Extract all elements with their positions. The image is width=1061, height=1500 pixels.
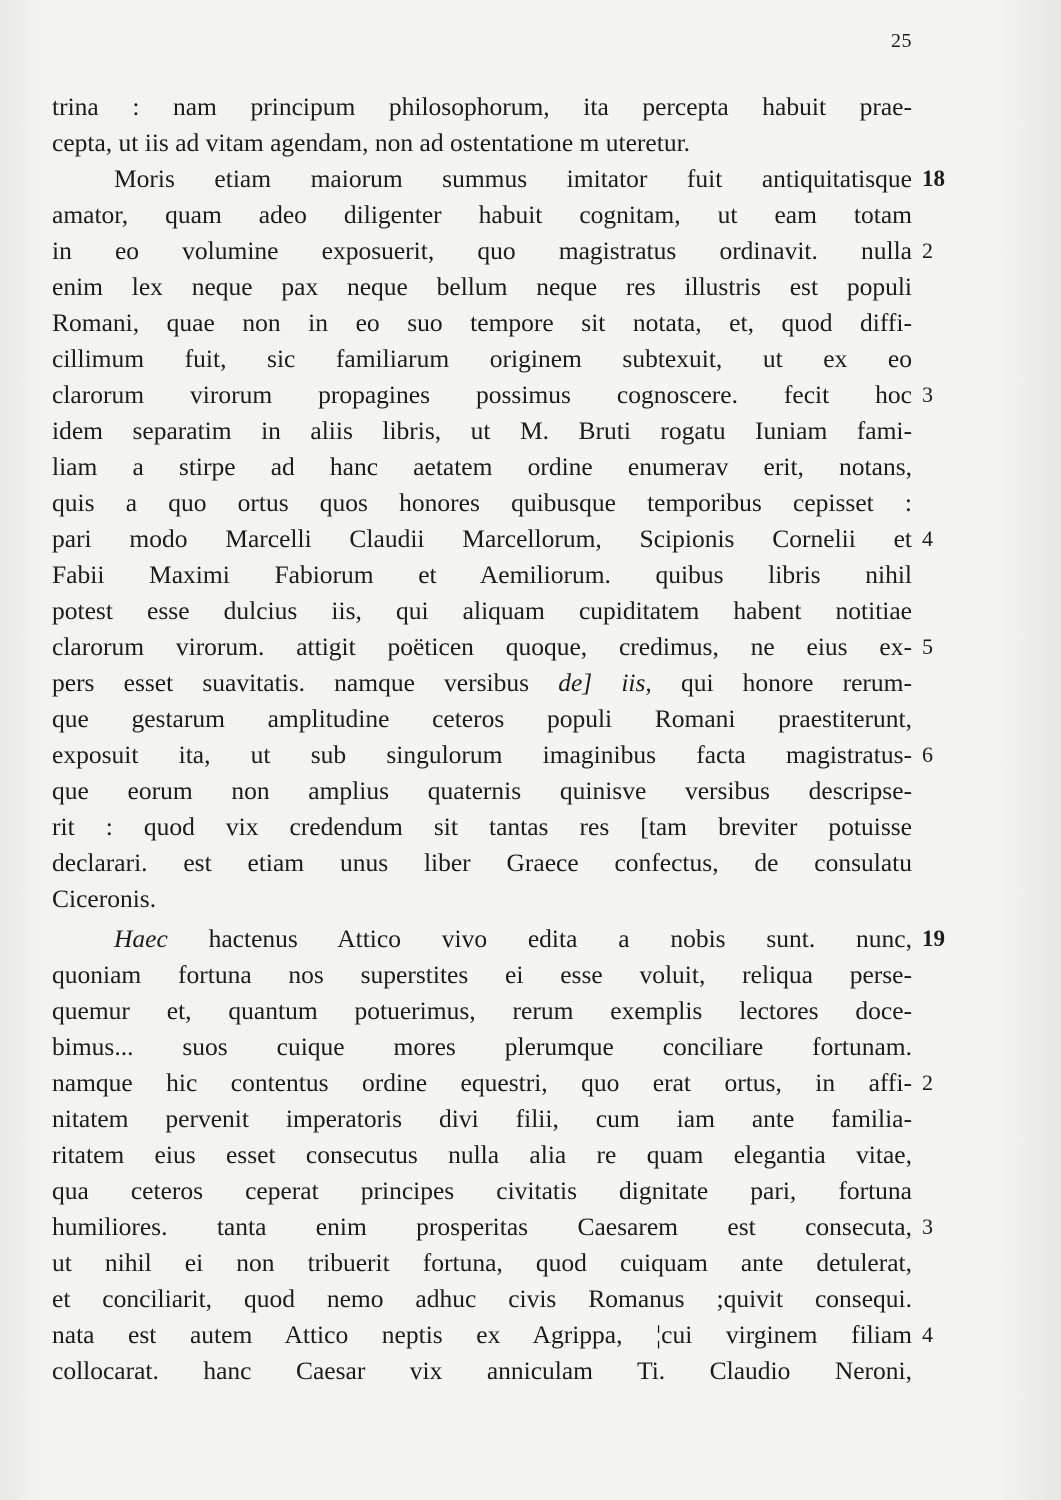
line-text: nata est autem Attico neptis ex Agrippa, ¦cui virginem filiam <box>52 1320 912 1349</box>
section-number: 6 <box>922 742 933 767</box>
line-text: quis a quo ortus quos honores quibusque temporibus cepisset : <box>52 488 912 517</box>
line-text: Romani, quae non in eo suo tempore sit notata, et, quod diffi- <box>52 308 912 337</box>
text-segment: qui honore rerum- <box>651 668 912 697</box>
italic-text: Haec <box>114 924 168 953</box>
text-line <box>52 1173 912 1209</box>
line-text <box>52 665 912 701</box>
line-text: nitatem pervenit imperatoris divi filii, cum iam ante familia- <box>52 1104 912 1133</box>
line-text: quemur et, quantum potuerimus, rerum exemplis lectores doce- <box>52 996 912 1025</box>
line-text: clarorum virorum propagines possimus cognoscere. fecit hoc <box>52 380 912 409</box>
line-text <box>52 921 912 957</box>
text-line <box>52 737 933 773</box>
text-line <box>52 1317 933 1353</box>
line-text: in eo volumine exposuerit, quo magistratus ordinavit. nulla <box>52 236 912 265</box>
text-line <box>52 305 912 341</box>
text-line <box>52 773 912 809</box>
text-line <box>52 1137 912 1173</box>
text-line <box>52 233 933 269</box>
text-line <box>52 521 933 557</box>
text-line <box>52 1245 912 1281</box>
section-number: 3 <box>922 382 933 407</box>
text-line <box>52 485 912 521</box>
line-text: clarorum virorum. attigit poëticen quoque, credimus, ne eius ex- <box>52 632 912 661</box>
text-line <box>52 957 912 993</box>
line-text: qua ceteros ceperat principes civitatis dignitate pari, fortuna <box>52 1176 912 1205</box>
chapter-number: 19 <box>922 926 945 951</box>
section-number: 2 <box>922 1070 933 1095</box>
text-line <box>52 557 912 593</box>
line-text: enim lex neque pax neque bellum neque res illustris est populi <box>52 272 912 301</box>
line-text: bimus... suos cuique mores plerumque conciliare fortunam. <box>52 1032 912 1061</box>
line-text: idem separatim in aliis libris, ut M. Bruti rogatu Iuniam fami- <box>52 416 912 445</box>
text-line <box>52 1101 912 1137</box>
text-line <box>52 593 912 629</box>
italic-text: de] iis, <box>558 668 652 697</box>
line-text: liam a stirpe ad hanc aetatem ordine enumerav erit, notans, <box>52 452 912 481</box>
body-text <box>52 89 945 1389</box>
line-text: et conciliarit, quod nemo adhuc civis Romanus ;quivit consequi. <box>52 1284 912 1313</box>
section-number: 4 <box>922 526 933 551</box>
section-number: 3 <box>922 1214 933 1239</box>
page-number: 25 <box>891 30 912 52</box>
section-number: 5 <box>922 634 933 659</box>
text-line <box>52 1281 912 1317</box>
text-line <box>52 269 912 305</box>
line-text: namque hic contentus ordine equestri, quo erat ortus, in affi- <box>52 1068 912 1097</box>
text-line <box>52 1353 912 1389</box>
text-line <box>52 341 912 377</box>
line-text: pari modo Marcelli Claudii Marcellorum, Scipionis Cornelii et <box>52 524 912 553</box>
line-text: potest esse dulcius iis, qui aliquam cupiditatem habent notitiae <box>52 596 912 625</box>
line-text: ut nihil ei non tribuerit fortuna, quod cuiquam ante detulerat, <box>52 1248 912 1277</box>
line-text: rit : quod vix credendum sit tantas res [tam breviter potuisse <box>52 812 912 841</box>
line-text: ritatem eius esset consecutus nulla alia re quam elegantia vitae, <box>52 1140 912 1169</box>
text-line <box>52 701 912 737</box>
text-line <box>52 449 912 485</box>
text-line <box>52 845 912 881</box>
line-text: declarari. est etiam unus liber Graece confectus, de consulatu <box>52 848 912 877</box>
text-line <box>52 665 912 701</box>
text-line <box>52 377 933 413</box>
text-line <box>52 125 912 161</box>
text-segment: hactenus Attico vivo edita a nobis sunt. nunc, <box>167 924 912 953</box>
section-number: 4 <box>922 1322 933 1347</box>
text-line <box>52 629 933 665</box>
line-text: cillimum fuit, sic familiarum originem subtexuit, ut ex eo <box>52 344 912 373</box>
line-text: collocarat. hanc Caesar vix anniculam Ti. Claudio Neroni, <box>52 1356 912 1385</box>
text-line <box>52 197 912 233</box>
section-number: 2 <box>922 238 933 263</box>
line-text: amator, quam adeo diligenter habuit cognitam, ut eam totam <box>52 200 912 229</box>
text-line <box>52 161 945 197</box>
text-line <box>52 1029 912 1065</box>
text-segment: pers esset suavitatis. namque versibus <box>52 668 559 697</box>
line-text: cepta, ut iis ad vitam agendam, non ad ostentatione m uteretur. <box>52 128 691 157</box>
text-line <box>52 921 945 957</box>
line-text: Fabii Maximi Fabiorum et Aemiliorum. quibus libris nihil <box>52 560 912 589</box>
line-text: humiliores. tanta enim prosperitas Caesarem est consecuta, <box>52 1212 912 1241</box>
text-line <box>52 89 912 125</box>
text-line <box>52 809 912 845</box>
text-line <box>52 881 912 917</box>
line-text: Ciceronis. <box>52 884 157 913</box>
text-line <box>52 413 912 449</box>
chapter-number: 18 <box>922 166 945 191</box>
line-text: que gestarum amplitudine ceteros populi Romani praestiterunt, <box>52 704 912 733</box>
line-text: exposuit ita, ut sub singulorum imaginibus facta magistratus- <box>52 740 912 769</box>
line-text: que eorum non amplius quaternis quinisve versibus descripse- <box>52 776 912 805</box>
text-line <box>52 1209 933 1245</box>
line-text: Moris etiam maiorum summus imitator fuit antiquitatisque <box>114 164 912 193</box>
line-text: trina : nam principum philosophorum, ita percepta habuit prae- <box>52 92 912 121</box>
text-line <box>52 993 912 1029</box>
text-line <box>52 1065 933 1101</box>
line-text: quoniam fortuna nos superstites ei esse voluit, reliqua perse- <box>52 960 912 989</box>
